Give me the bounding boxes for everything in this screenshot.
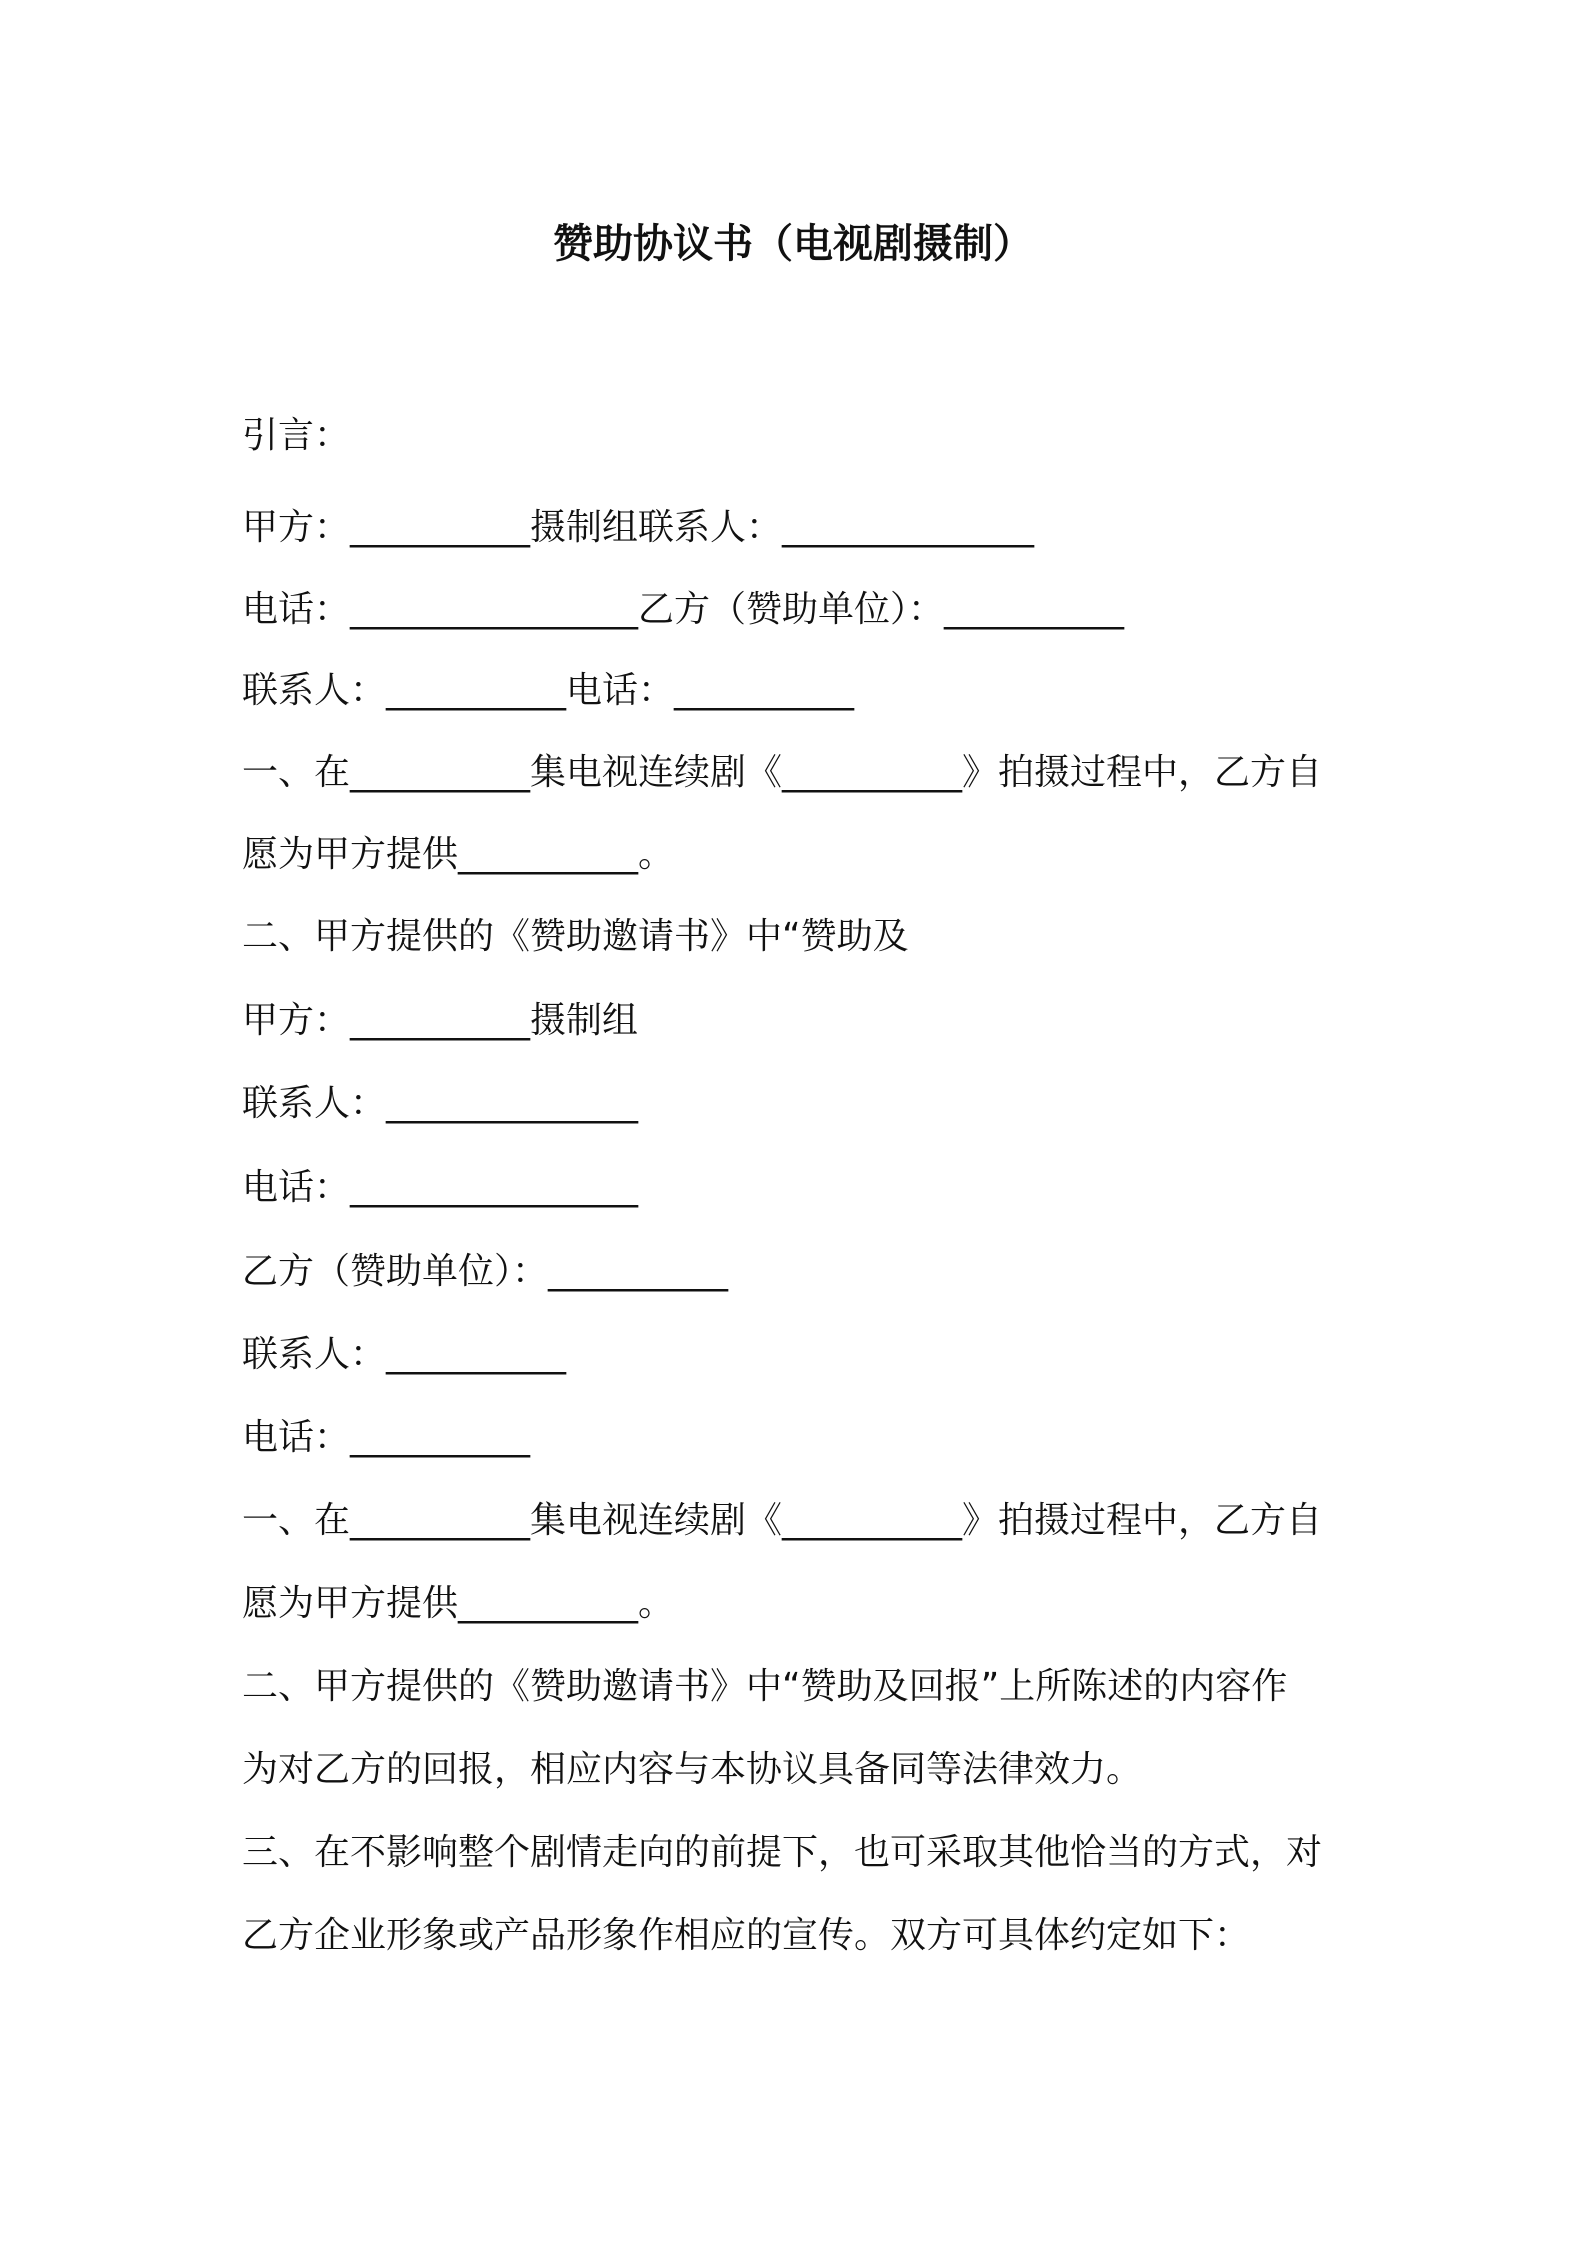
clause-1-line-1-repeat: 一、在__________集电视连续剧《__________》拍摄过程中，乙方自	[242, 1500, 1323, 1541]
contact-phone-line: 联系人：__________电话：__________	[242, 670, 855, 711]
phone-field-2: 电话：__________	[242, 1417, 531, 1458]
clause-2-partial: 二、甲方提供的《赞助邀请书》中“赞助及	[242, 916, 909, 957]
party-a-line: 甲方：__________摄制组联系人：______________	[242, 507, 1035, 548]
clause-2-line-2: 为对乙方的回报，相应内容与本协议具备同等法律效力。	[242, 1749, 1143, 1790]
phone-field: 电话：________________	[242, 1167, 639, 1208]
contact-field-2: 联系人：__________	[242, 1334, 567, 1375]
clause-1-line-1: 一、在__________集电视连续剧《__________》拍摄过程中，乙方自	[242, 752, 1323, 793]
phone-party-b-line: 电话：________________乙方（赞助单位）：__________	[242, 589, 1125, 630]
clause-3-line-2: 乙方企业形象或产品形象作相应的宣传。双方可具体约定如下：	[242, 1915, 1251, 1956]
clause-1-line-2: 愿为甲方提供__________。	[242, 834, 675, 875]
document-title: 赞助协议书（电视剧摄制）	[553, 221, 1033, 267]
clause-2-line-1: 二、甲方提供的《赞助邀请书》中“赞助及回报”上所陈述的内容作	[242, 1666, 1288, 1707]
intro-label: 引言：	[242, 415, 351, 456]
clause-1-line-2-repeat: 愿为甲方提供__________。	[242, 1583, 675, 1624]
party-b-field: 乙方（赞助单位）：__________	[242, 1251, 729, 1292]
contact-field: 联系人：______________	[242, 1083, 639, 1124]
clause-3-line-1: 三、在不影响整个剧情走向的前提下，也可采取其他恰当的方式，对	[242, 1832, 1323, 1873]
party-a-field: 甲方：__________摄制组	[242, 1000, 639, 1041]
